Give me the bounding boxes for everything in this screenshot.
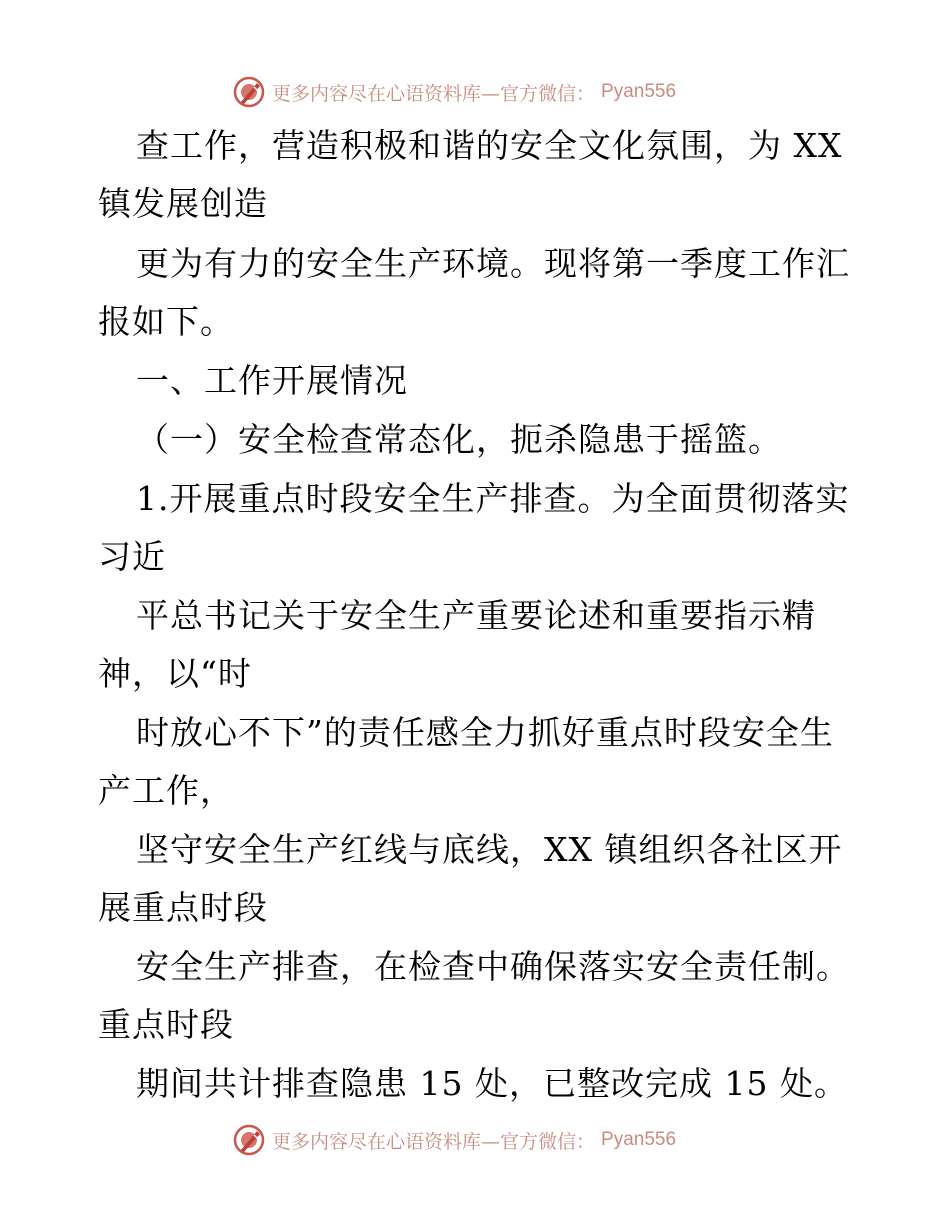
text-line: 镇发展创造 xyxy=(98,184,268,223)
pen-logo-icon xyxy=(232,1123,266,1157)
watermark-text: 更多内容尽在心语资料库—官方微信： xyxy=(272,1130,596,1153)
text-line: 坚守安全生产红线与底线，XX 镇组织各社区开 xyxy=(136,830,843,869)
text-line: 报如下。 xyxy=(98,302,234,341)
text-line: 神，以“时 xyxy=(98,654,252,693)
text-line: 展重点时段 xyxy=(98,888,268,927)
text-line: 1.开展重点时段安全生产排查。为全面贯彻落实 xyxy=(136,479,850,518)
text-line: 安全生产排查，在检查中确保落实安全责任制。 xyxy=(136,947,850,986)
watermark-account: Pyan556 xyxy=(601,81,677,102)
text-line: 更为有力的安全生产环境。现将第一季度工作汇 xyxy=(136,244,850,283)
text-line: 查工作，营造积极和谐的安全文化氛围，为 XX xyxy=(136,126,843,165)
text-line: 时放心不下”的责任感全力抓好重点时段安全生 xyxy=(136,713,834,752)
text-line: 期间共计排查隐患 15 处，已整改完成 15 处。 xyxy=(136,1064,848,1103)
text-line: 重点时段 xyxy=(98,1005,234,1044)
text-line: 一、工作开展情况 xyxy=(136,361,408,400)
text-line: 产工作， xyxy=(98,771,234,810)
text-line: 平总书记关于安全生产重要论述和重要指示精 xyxy=(136,596,816,635)
header-watermark xyxy=(232,72,676,112)
footer-watermark xyxy=(232,1120,676,1160)
text-line: （一）安全检查常态化，扼杀隐患于摇篮。 xyxy=(136,420,782,459)
pen-logo-icon xyxy=(232,75,266,109)
text-line: 习近 xyxy=(98,537,166,576)
watermark-text: 更多内容尽在心语资料库—官方微信： xyxy=(272,82,596,105)
watermark-account: Pyan556 xyxy=(601,1129,677,1150)
